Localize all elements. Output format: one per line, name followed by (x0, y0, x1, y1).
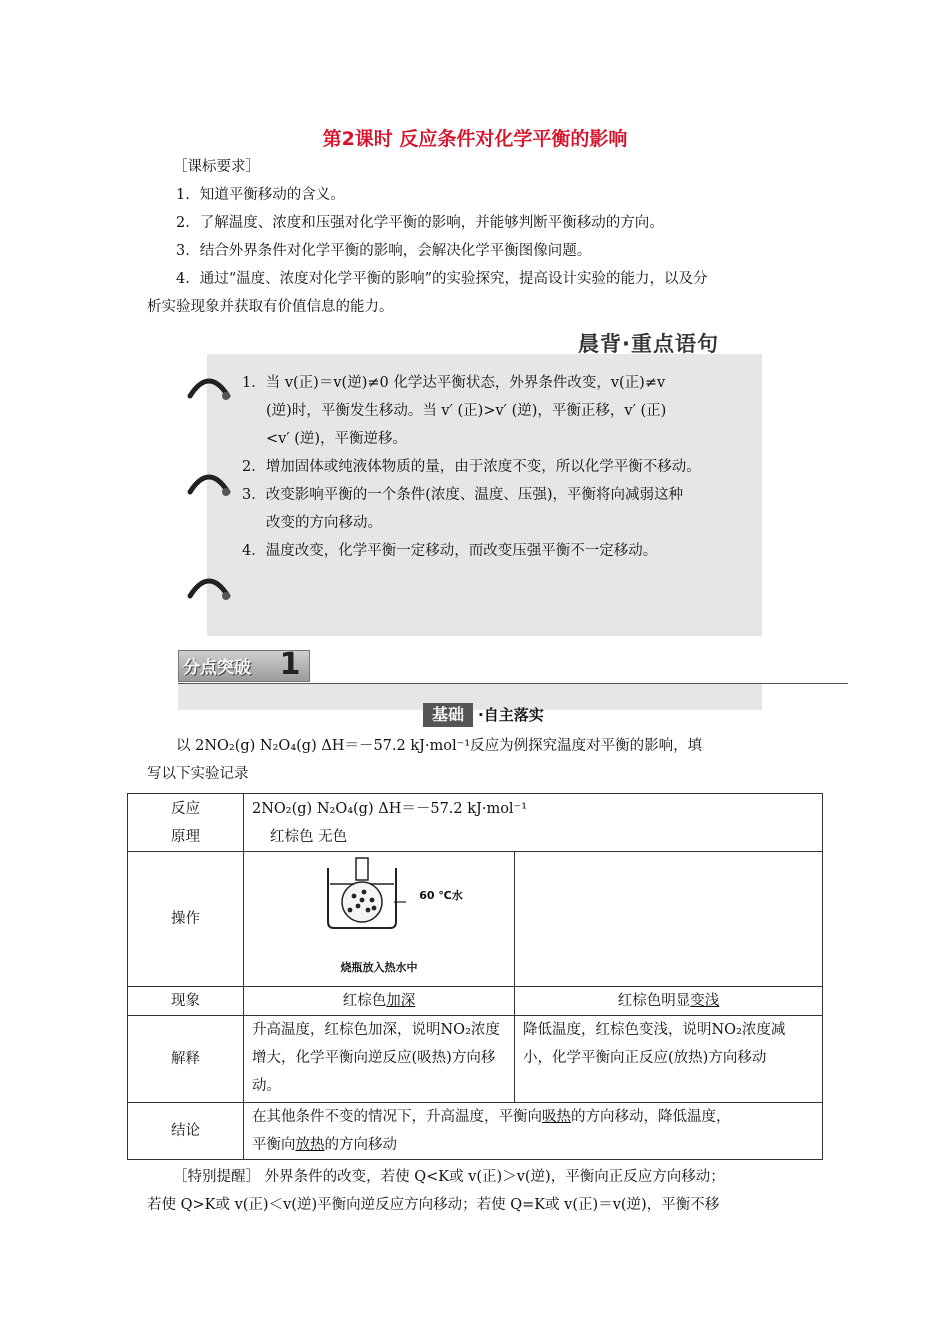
key-point-line: <v′ (逆)，平衡逆移。 (266, 431, 408, 447)
ring-binder-icon (186, 372, 232, 402)
reaction-colors: 红棕色 无色 (270, 828, 348, 845)
reaction-cell (244, 794, 823, 852)
experiment-table (127, 793, 823, 1160)
key-point-line: 3．改变影响平衡的一个条件(浓度、温度、压强)，平衡将向减弱这种 (242, 487, 684, 503)
explanation-cell: 降低温度，红棕色变浅，说明NO₂浓度减小，化学平衡向正反应(放热)方向移动 (515, 1016, 823, 1103)
table-row (128, 1016, 823, 1103)
table-row (128, 852, 823, 987)
special-tip: 若使 Q>K或 v(正)＜v(逆)平衡向逆反应方向移动；若使 Q=K或 v(正)＝v(逆)，平衡不移 (147, 1197, 720, 1213)
explanation-cell: 升高温度，红棕色加深，说明NO₂浓度增大，化学平衡向逆反应(吸热)方向移动。 (244, 1016, 515, 1103)
requirement-item: 2．了解温度、浓度和压强对化学平衡的影响，并能够判断平衡移动的方向。 (176, 215, 664, 231)
subsection-badge: 基础 (423, 703, 473, 727)
operation-caption: 烧瓶放入热水中 (340, 961, 418, 974)
section-number: 1 (279, 647, 301, 682)
row-label: 解释 (128, 1016, 244, 1103)
ring-binder-icon (186, 468, 232, 498)
row-label: 现象 (128, 987, 244, 1016)
water-label: 60 ℃水 (419, 889, 463, 902)
ring-binder-icon (186, 572, 232, 602)
section-banner-label: 分点突破 (183, 658, 251, 678)
key-point-line: 4．温度改变，化学平衡一定移动，而改变压强平衡不一定移动。 (242, 543, 658, 559)
key-points-title: 晨背·重点语句 (578, 332, 719, 356)
operation-cell (244, 852, 515, 987)
intro-line: 写以下实验记录 (147, 766, 249, 782)
key-point-line: 2．增加固体或纯液体物质的量，由于浓度不变，所以化学平衡不移动。 (242, 459, 701, 475)
reaction-equation: 2NO₂(g) N₂O₄(g) ΔH＝－57.2 kJ·mol⁻¹ (252, 800, 528, 817)
requirements-heading: ［课标要求］ (173, 159, 260, 175)
table-row (128, 1103, 823, 1160)
key-point-line: 改变的方向移动。 (266, 515, 382, 531)
key-point-line: (逆)时，平衡发生移动。当 v′ (正)>v′ (逆)，平衡正移，v′ (正) (266, 403, 667, 419)
page-title: 第2课时 反应条件对化学平衡的影响 (322, 128, 628, 150)
observation-cell: 红棕色加深 (244, 987, 515, 1016)
requirement-item: 3．结合外界条件对化学平衡的影响，会解决化学平衡图像问题。 (176, 243, 592, 259)
special-tip: ［特别提醒］ 外界条件的改变，若使 Q<K或 v(正)＞v(逆)，平衡向正反应方向移动； (173, 1169, 725, 1185)
operation-cell-empty (515, 852, 823, 987)
requirement-item: 4．通过“温度、浓度对化学平衡的影响”的实验探究，提高设计实验的能力，以及分 (176, 271, 708, 287)
subsection-title: ·自主落实 (478, 706, 544, 724)
conclusion-cell: 在其他条件不变的情况下，升高温度，平衡向吸热的方向移动，降低温度， 平衡向放热的方向移动 (244, 1103, 823, 1160)
row-label: 操作 (128, 852, 244, 987)
requirement-item: 析实验现象并获取有价值信息的能力。 (147, 299, 394, 315)
key-point-line: 1．当 v(正)＝v(逆)≠0 化学达平衡状态，外界条件改变，v(正)≠v (242, 375, 666, 391)
table-row (128, 794, 823, 852)
row-label: 反应 原理 (128, 794, 244, 852)
intro-line: 以 2NO₂(g) N₂O₄(g) ΔH＝－57.2 kJ·mol⁻¹反应为例探究温度对平衡的影响，填 (176, 738, 703, 754)
table-row (128, 987, 823, 1016)
observation-cell: 红棕色明显变浅 (515, 987, 823, 1016)
requirement-item: 1．知道平衡移动的含义。 (176, 187, 345, 203)
row-label: 结论 (128, 1103, 244, 1160)
